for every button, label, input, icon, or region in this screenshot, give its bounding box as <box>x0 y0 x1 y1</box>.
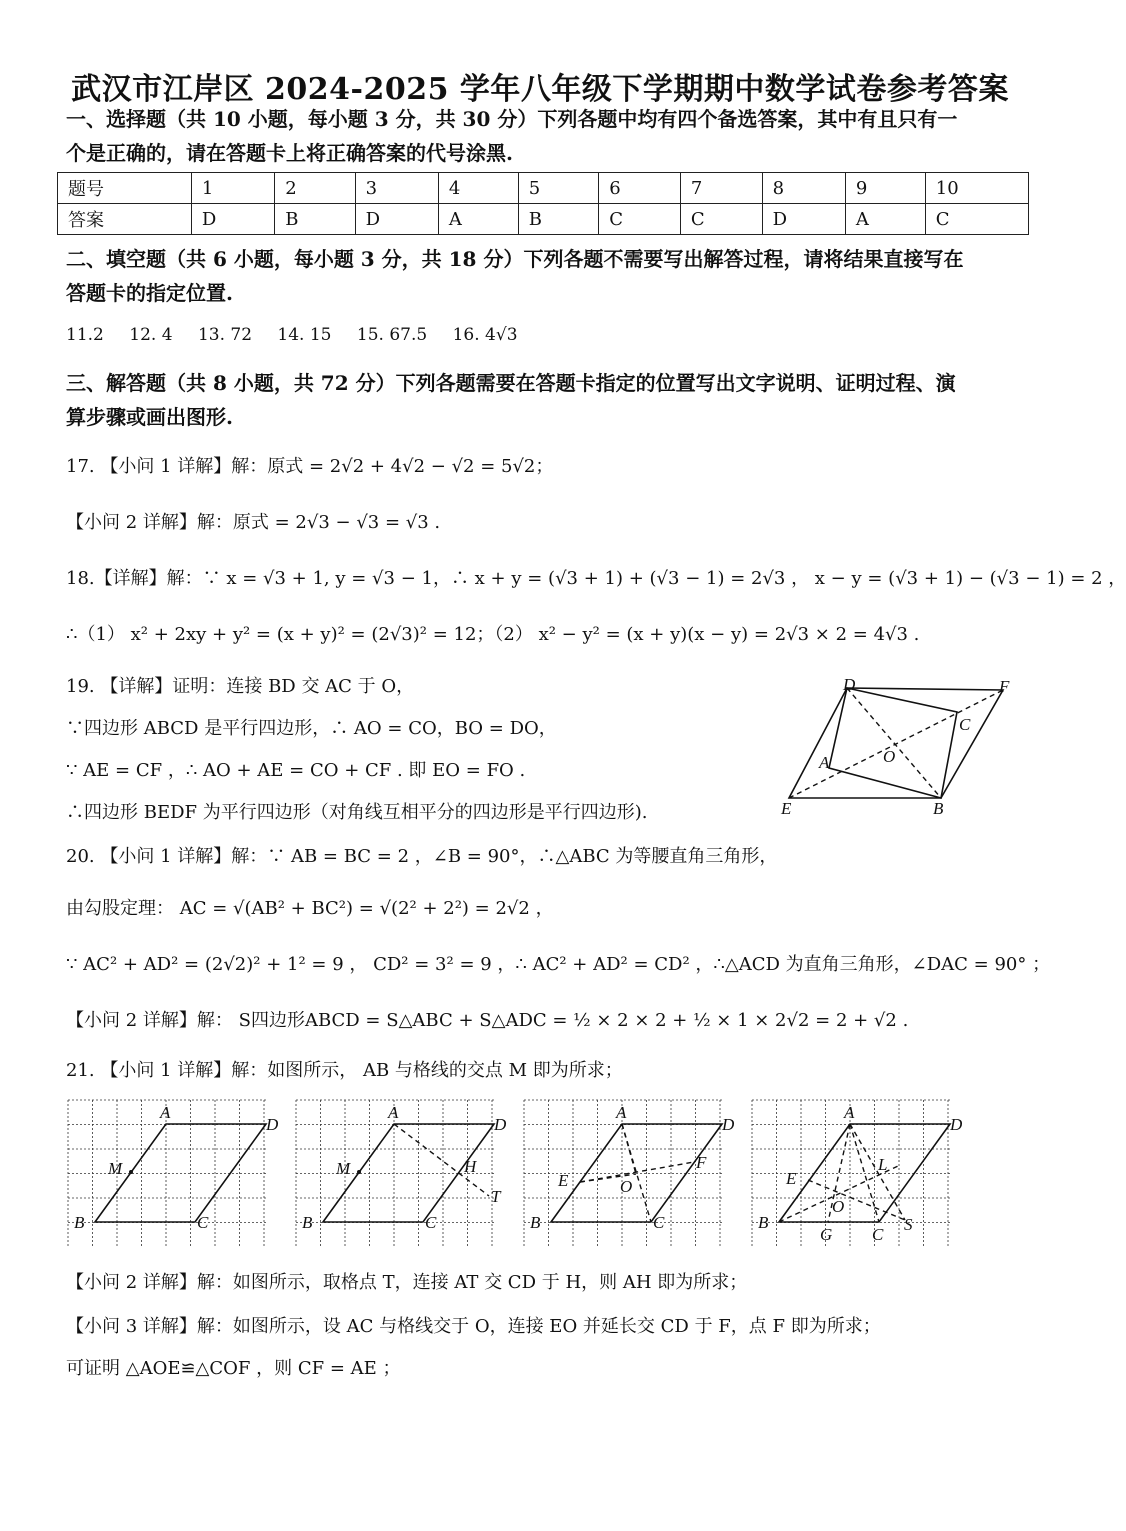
table-cell: 3 <box>355 173 438 204</box>
label-c: C <box>653 1213 665 1232</box>
answer-table <box>57 172 1029 235</box>
label-m: M <box>108 1159 123 1178</box>
table-cell: A <box>845 204 925 235</box>
label-e: E <box>781 799 792 818</box>
table-cell: D <box>762 204 845 235</box>
label-d: D <box>266 1115 279 1134</box>
section2-heading-line2: 答题卡的指定位置. <box>66 281 233 305</box>
table-cell: C <box>925 204 1028 235</box>
label-a: A <box>844 1103 855 1122</box>
point-m <box>129 1170 133 1174</box>
label-b: B <box>530 1213 541 1232</box>
q19-line2: ∵四边形 ABCD 是平行四边形，∴ AO = CO，BO = DO， <box>66 718 557 739</box>
answer-table-number-row <box>58 173 1029 204</box>
label-f: F <box>999 677 1010 696</box>
table-cell: 5 <box>518 173 598 204</box>
label-c: C <box>959 715 971 734</box>
label-m: M <box>336 1159 351 1178</box>
section1-heading-line1: 一、选择题（共 10 小题，每小题 3 分，共 30 分）下列各题中均有四个备选答案，其中有且只有一 <box>66 107 958 131</box>
table-cell: 2 <box>275 173 355 204</box>
table-cell: C <box>680 204 762 235</box>
table-cell: C <box>599 204 681 235</box>
section1-heading-line2: 个是正确的，请在答题卡上将正确答案的代号涂黑. <box>66 141 513 165</box>
label-g: G <box>820 1225 833 1244</box>
point-m <box>357 1170 361 1174</box>
q21-grid-figure-4 <box>748 1096 963 1250</box>
fill-answer-15: 15. 67.5 <box>356 325 428 345</box>
label-f: F <box>696 1153 707 1172</box>
table-cell: B <box>518 204 598 235</box>
q20-line1: 20. 【小问 1 详解】解：∵ AB = BC = 2 ，∠B = 90°，∴△ABC 为等腰直角三角形， <box>66 846 778 867</box>
q21-part2: 【小问 2 详解】解：如图所示，取格点 T，连接 AT 交 CD 于 H，则 AH 即为所求； <box>66 1272 748 1293</box>
q17-part1: 17. 【小问 1 详解】解：原式 = 2√2 + 4√2 − √2 = 5√2； <box>66 456 554 477</box>
q20-line4: 【小问 2 详解】解： S四边形ABCD = S△ABC + S△ADC = ½ × 2 × 2 + ½ × 1 × 2√2 = 2 + √2 . <box>66 1010 909 1031</box>
label-d: D <box>494 1115 507 1134</box>
label-l: L <box>878 1155 888 1174</box>
diagonal-bd <box>847 688 941 798</box>
q20-line2: 由勾股定理： AC = √(AB² + BC²) = √(2² + 2²) = 2√2 ， <box>66 898 554 919</box>
label-b: B <box>74 1213 85 1232</box>
q21-grid-figure-3 <box>520 1096 735 1250</box>
label-b: B <box>758 1213 769 1232</box>
table-cell: 1 <box>191 173 274 204</box>
table-cell: 10 <box>925 173 1028 204</box>
fill-in-answers <box>66 325 538 345</box>
table-cell: 4 <box>438 173 518 204</box>
table-cell: 6 <box>599 173 681 204</box>
label-b: B <box>933 799 944 818</box>
label-o: O <box>832 1197 845 1216</box>
label-a: A <box>616 1103 627 1122</box>
label-a: A <box>819 753 830 772</box>
fill-answer-12: 12. 4 <box>129 325 173 345</box>
table-cell: D <box>191 204 274 235</box>
label-e: E <box>558 1171 569 1190</box>
fill-answer-13: 13. 72 <box>197 325 253 345</box>
table-cell: A <box>438 204 518 235</box>
q21-part3: 【小问 3 详解】解：如图所示，设 AC 与格线交于 O，连接 EO 并延长交 CD 于 F，点 F 即为所求； <box>66 1316 881 1337</box>
q19-line3: ∵ AE = CF ，∴ AO + AE = CO + CF . 即 EO = FO . <box>66 760 526 781</box>
label-c: C <box>197 1213 209 1232</box>
label-t: T <box>491 1187 501 1206</box>
table-cell: 7 <box>680 173 762 204</box>
label-d: D <box>843 675 856 694</box>
label-s: S <box>904 1215 913 1234</box>
q21-grid-figure-1 <box>64 1096 279 1250</box>
label-h: H <box>464 1157 477 1176</box>
table-header-label: 题号 <box>58 173 192 204</box>
fill-answer-14: 14. 15 <box>277 325 332 345</box>
q19-line4: ∴四边形 BEDF 为平行四边形（对角线互相平分的四边形是平行四边形). <box>66 802 648 823</box>
q20-line3: ∵ AC² + AD² = (2√2)² + 1² = 9 ， CD² = 3² = 9 ，∴ AC² + AD² = CD² ，∴△ACD 为直角三角形，∠DAC = 90° ； <box>66 954 1051 975</box>
table-cell: D <box>355 204 438 235</box>
label-d: D <box>722 1115 735 1134</box>
q21-line1: 21. 【小问 1 详解】解：如图所示， AB 与格线的交点 M 即为所求； <box>66 1060 623 1081</box>
q19-line1: 19. 【详解】证明：连接 BD 交 AC 于 O， <box>66 676 415 697</box>
label-a: A <box>388 1103 399 1122</box>
q21-conclusion: 可证明 △AOE≌△COF ，则 CF = AE ； <box>66 1358 401 1379</box>
label-e: E <box>786 1169 797 1188</box>
table-cell: B <box>275 204 355 235</box>
answer-table-answer-row <box>58 204 1029 235</box>
section3-heading-line2: 算步骤或画出图形. <box>66 405 233 429</box>
parallelogram-abcd <box>779 1124 950 1222</box>
label-o: O <box>620 1177 633 1196</box>
parallelogram-abcd <box>829 688 957 798</box>
fill-answer-11: 11.2 <box>66 325 104 345</box>
label-c: C <box>425 1213 437 1232</box>
q18-line1: 18.【详解】解：∵ x = √3 + 1, y = √3 − 1，∴ x + y = (√3 + 1) + (√3 − 1) = 2√3 ， x − y = (√3 + 1) − (√3 − 1) = 2 ， <box>66 568 1126 589</box>
table-cell: 8 <box>762 173 845 204</box>
line-ef <box>580 1162 694 1182</box>
label-o: O <box>883 747 896 766</box>
fill-answer-16: 16. 4√3 <box>452 325 518 345</box>
q17-part2: 【小问 2 详解】解：原式 = 2√3 − √3 = √3 . <box>66 512 441 533</box>
table-cell: 9 <box>845 173 925 204</box>
section2-heading-line1: 二、填空题（共 6 小题，每小题 3 分，共 18 分）下列各题不需要写出解答过程，请将结果直接写在 <box>66 247 964 271</box>
label-a: A <box>160 1103 171 1122</box>
parallelogram-abcd <box>551 1124 722 1222</box>
label-c: C <box>872 1225 884 1244</box>
diagonal-ef <box>789 690 1003 798</box>
table-answer-label: 答案 <box>58 204 192 235</box>
q18-line2: ∴（1） x² + 2xy + y² = (x + y)² = (2√3)² = 12；（2） x² − y² = (x + y)(x − y) = 2√3 × 2 = 4√3 . <box>66 624 920 645</box>
label-b: B <box>302 1213 313 1232</box>
page-title: 武汉市江岸区 2024-2025 学年八年级下学期期中数学试卷参考答案 <box>71 72 1009 107</box>
q19-parallelogram-figure <box>775 676 1025 816</box>
label-d: D <box>950 1115 963 1134</box>
section3-heading-line1: 三、解答题（共 8 小题，共 72 分）下列各题需要在答题卡指定的位置写出文字说明、证明过程、演 <box>66 371 956 395</box>
q21-grid-figure-2 <box>292 1096 507 1250</box>
